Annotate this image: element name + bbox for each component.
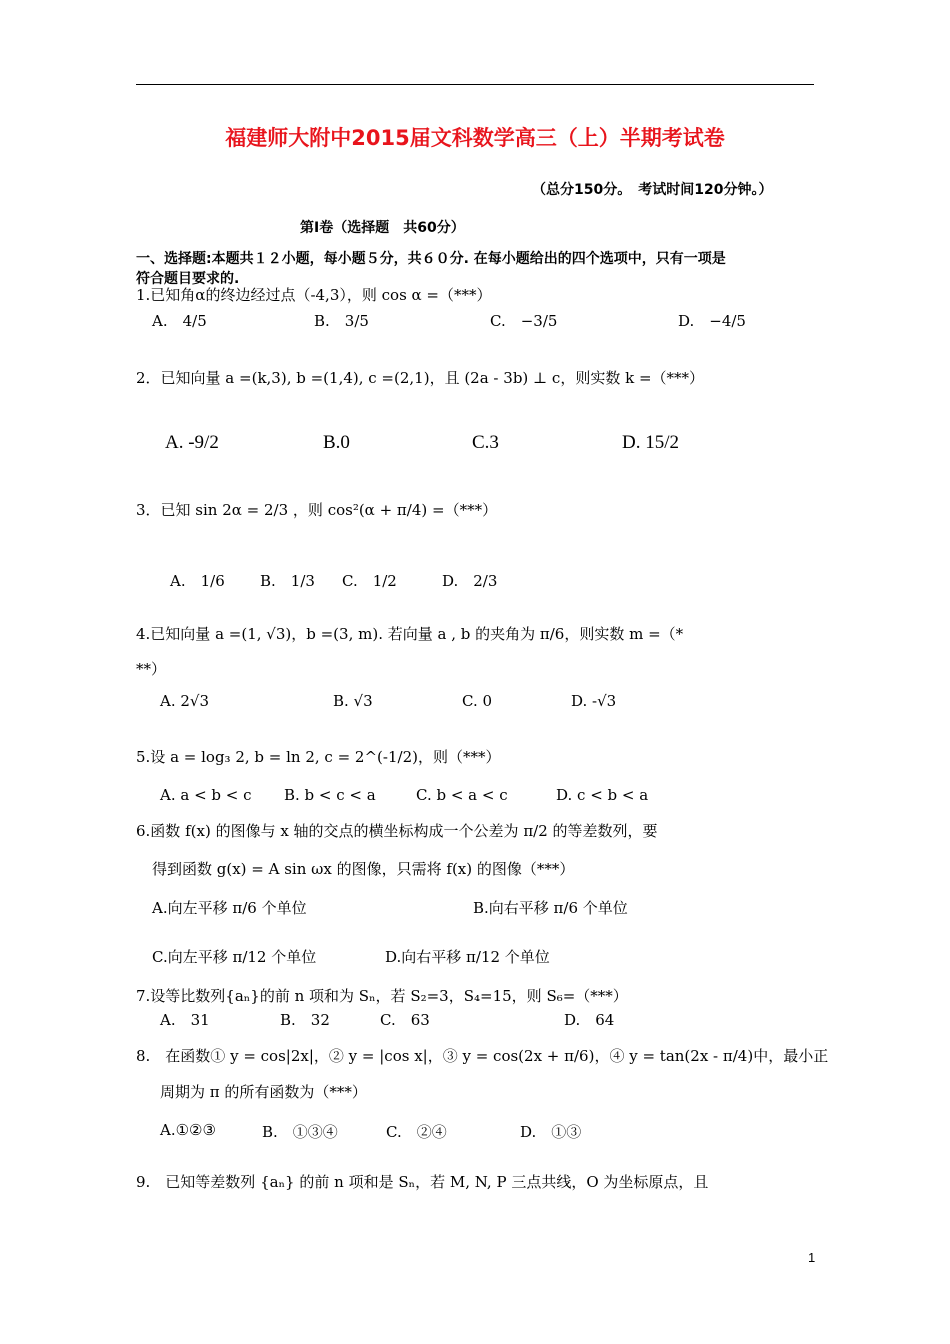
question-4-option-a: A. 2√3 — [160, 692, 210, 710]
question-3-option-c: C. 1/2 — [342, 572, 397, 590]
question-5-option-a: A. a < b < c — [160, 786, 252, 804]
question-5-stem: 5.设 a = log₃ 2, b = ln 2, c = 2^(-1/2)，则（***） — [136, 748, 501, 766]
question-7-option-a: A. 31 — [160, 1011, 210, 1029]
question-7-option-c: C. 63 — [380, 1011, 430, 1029]
question-2-stem: 2．已知向量 a =(k,3), b =(1,4), c =(2,1)，且 (2a - 3b) ⊥ c，则实数 k =（***） — [136, 369, 705, 387]
question-5-option-c: C. b < a < c — [416, 786, 508, 804]
question-4-stem-1: 4.已知向量 a =(1, √3)，b =(3, m). 若向量 a , b 的夹角为 π/6，则实数 m =（* — [136, 625, 684, 643]
question-6-option-d: D.向右平移 π/12 个单位 — [385, 948, 550, 966]
question-6-stem-2: 得到函数 g(x) = A sin ωx 的图像，只需将 f(x) 的图像（***） — [152, 860, 575, 878]
question-5-option-b: B. b < c < a — [284, 786, 376, 804]
question-2-option-a: A. -9/2 — [165, 432, 219, 453]
exam-info: （总分150分。 考试时间120分钟。） — [532, 182, 773, 198]
option-d: D. −4/5 — [678, 312, 746, 330]
question-4-option-d: D. -√3 — [571, 692, 617, 710]
question-7-option-d: D. 64 — [564, 1011, 615, 1029]
question-6-stem-1: 6.函数 f(x) 的图像与 x 轴的交点的横坐标构成一个公差为 π/2 的等差数列，要 — [136, 822, 658, 840]
exam-title: 福建师大附中2015届文科数学高三（上）半期考试卷 — [225, 126, 725, 150]
question-3-stem: 3．已知 sin 2α = 2/3 ，则 cos²(α + π/4) =（***） — [136, 501, 498, 519]
question-9-stem: 9. 已知等差数列 {aₙ} 的前 n 项和是 Sₙ，若 M, N, P 三点共线，O 为坐标原点，且 — [136, 1173, 709, 1191]
question-3-option-a: A. 1/6 — [170, 572, 225, 590]
question-8-option-c: C. ②④ — [386, 1123, 447, 1141]
question-1-stem: 1.已知角α的终边经过点（-4,3），则 cos α =（***） — [136, 286, 492, 304]
question-4-stem-2: **） — [136, 660, 167, 678]
section-heading: 第Ⅰ卷（选择题 共60分） — [300, 220, 465, 236]
option-b: B. 3/5 — [314, 312, 369, 330]
question-6-option-b: B.向右平移 π/6 个单位 — [473, 899, 628, 917]
question-7-stem: 7.设等比数列{aₙ}的前 n 项和为 Sₙ，若 S₂=3，S₄=15，则 S₆=（***） — [136, 987, 628, 1005]
question-6-option-c: C.向左平移 π/12 个单位 — [152, 948, 317, 966]
question-8-stem-2: 周期为 π 的所有函数为（***） — [160, 1083, 367, 1101]
instructions-line-2: 符合题目要求的. — [136, 271, 240, 287]
option-c: C. −3/5 — [490, 312, 558, 330]
question-4-option-b: B. √3 — [333, 692, 373, 710]
question-3-option-d: D. 2/3 — [442, 572, 498, 590]
question-5-option-d: D. c < b < a — [556, 786, 649, 804]
question-8-stem-1: 8. 在函数① y = cos|2x|，② y = |cos x|，③ y = cos(2x + π/6)，④ y = tan(2x - π/4)中，最小正 — [136, 1047, 829, 1065]
question-8-option-b: B. ①③④ — [262, 1123, 338, 1141]
instructions-line-1: 一、选择题:本题共１２小题，每小题５分，共６０分. 在每小题给出的四个选项中，只有一项是 — [136, 251, 726, 267]
question-7-option-b: B. 32 — [280, 1011, 330, 1029]
question-8-option-d: D. ①③ — [520, 1123, 582, 1141]
question-4-option-c: C. 0 — [462, 692, 493, 710]
question-2-option-d: D. 15/2 — [622, 432, 679, 453]
question-6-option-a: A.向左平移 π/6 个单位 — [152, 899, 307, 917]
option-a: A. 4/5 — [152, 312, 207, 330]
question-3-option-b: B. 1/3 — [260, 572, 315, 590]
question-2-option-b: B.0 — [323, 432, 350, 453]
question-2-option-c: C.3 — [472, 432, 499, 453]
page-number: 1 — [808, 1250, 816, 1265]
question-8-option-a: A.①②③ — [160, 1121, 216, 1139]
header-rule — [136, 84, 814, 85]
